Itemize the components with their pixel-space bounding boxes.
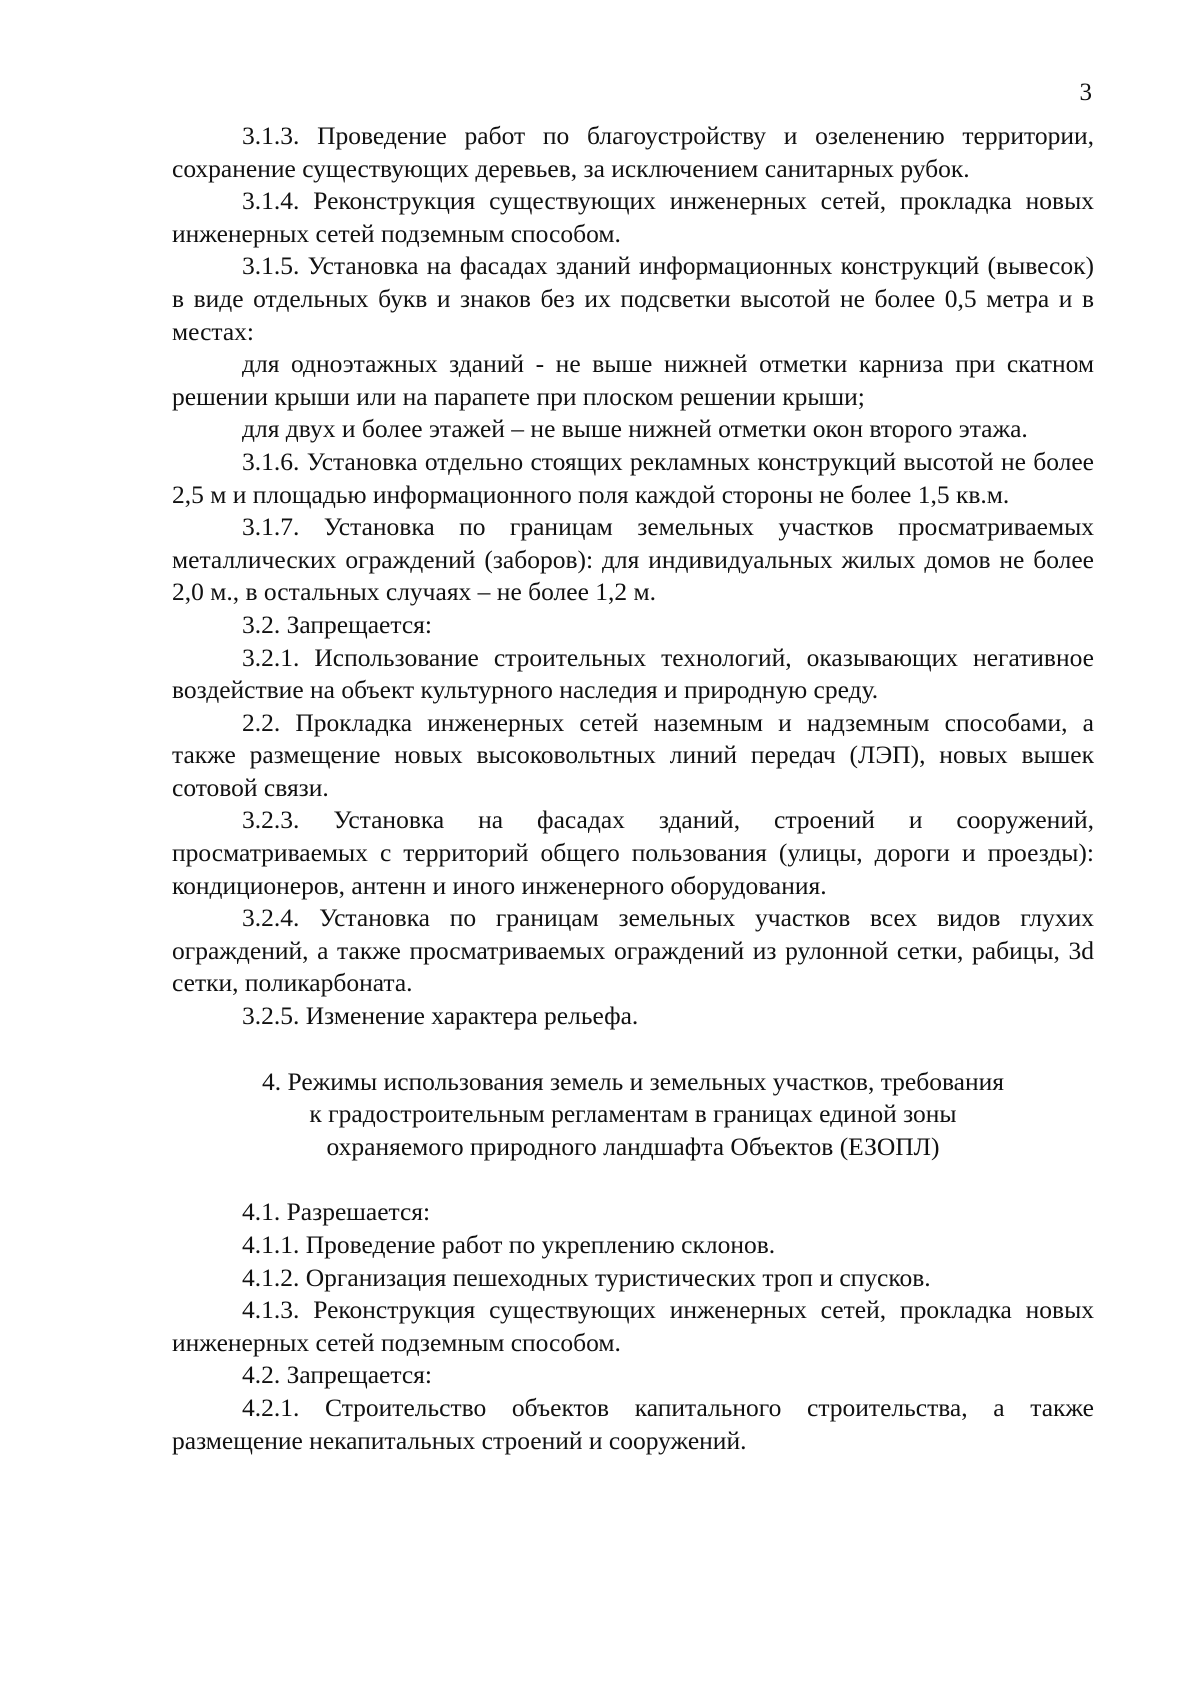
paragraph-3-2-1: 3.2.1. Использование строительных технологий, оказывающих негативное воздействие на объект культурного наследия и природную среду. [172,642,1094,705]
paragraph-3-1-4: 3.1.4. Реконструкция существующих инженерных сетей, прокладка новых инженерных сетей подземным способом. [172,186,1094,248]
paragraph-4-2: 4.2. Запрещается: [242,1360,432,1390]
section-4-heading [172,1066,1094,1164]
paragraph-one-storey: для одноэтажных зданий - не выше нижней отметки карниза при скатном решении крыши или на парапете при плоском решении крыши; [172,349,1094,411]
heading-line-1: 4. Режимы использования земель и земельных участков, требования [261,1066,1005,1096]
heading-line-3: охраняемого природного ландшафта Объектов (ЕЗОПЛ) [326,1131,940,1161]
paragraph-two-storey: для двух и более этажей – не выше нижней отметки окон второго этажа. [242,414,1028,444]
paragraph-4-1: 4.1. Разрешается: [242,1197,431,1227]
paragraph-2-2: 2.2. Прокладка инженерных сетей наземным и надземным способами, а также размещение новых высоковольтных линий передач (ЛЭП), новых вышек сотовой связи. [172,707,1094,802]
paragraph-4-1-2: 4.1.2. Организация пешеходных туристических троп и спусков. [242,1262,931,1292]
paragraph-3-1-3: 3.1.3. Проведение работ по благоустройству и озеленению территории, сохранение существующих деревьев, за исключением санитарных рубок. [172,121,1094,183]
document-body [172,120,1094,1457]
paragraph-3-1-6: 3.1.6. Установка отдельно стоящих рекламных конструкций высотой не более 2,5 м и площадью информационного поля каждой стороны не более 1,5 кв.м. [172,446,1094,509]
paragraph-4-2-1: 4.2.1. Строительство объектов капитального строительства, а также размещение некапитальных строений и сооружений. [172,1392,1094,1455]
paragraph-4-1-3: 4.1.3. Реконструкция существующих инженерных сетей, прокладка новых инженерных сетей подземным способом. [172,1295,1094,1357]
page-number: 3 [1079,79,1092,106]
paragraph-3-2-5: 3.2.5. Изменение характера рельефа. [242,1001,639,1031]
paragraph-3-1-7: 3.1.7. Установка по границам земельных участков просматриваемых металлических ограждений (заборов): для индивидуальных жилых домов не более 2,0 м., в остальных случаях – не более 1,2 м. [172,512,1094,607]
paragraph-4-1-1: 4.1.1. Проведение работ по укреплению склонов. [242,1230,776,1259]
paragraph-3-2: 3.2. Запрещается: [242,609,432,639]
paragraph-3-2-3: 3.2.3. Установка на фасадах зданий, строений и сооружений, просматриваемых с территорий общего пользования (улицы, дороги и проезды): кондиционеров, антенн и иного инженерного оборудования. [172,805,1094,900]
paragraph-3-1-5: 3.1.5. Установка на фасадах зданий информационных конструкций (вывесок) в виде отдельных букв и знаков без их подсветки высотой не более 0,5 метра и в местах: [172,251,1094,346]
heading-line-2: к градостроительным регламентам в границах единой зоны [309,1099,957,1129]
paragraph-3-2-4: 3.2.4. Установка по границам земельных участков всех видов глухих ограждений, а также просматриваемых ограждений из рулонной сетки, рабицы, 3d сетки, поликарбоната. [172,903,1094,998]
